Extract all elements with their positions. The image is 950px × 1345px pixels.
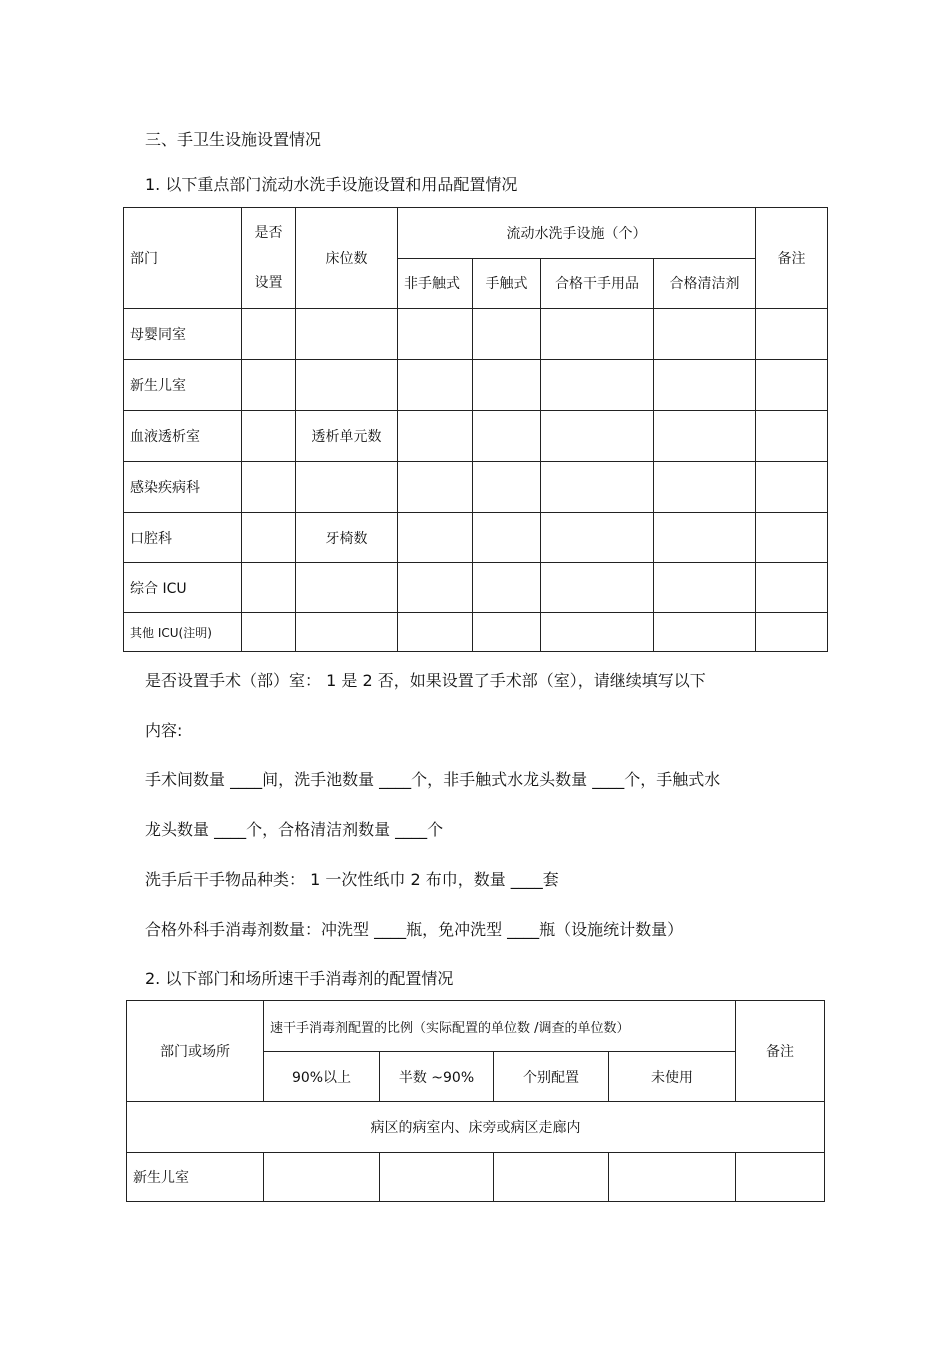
header-beds: 床位数 xyxy=(296,208,398,309)
row-beds[interactable] xyxy=(296,360,398,411)
item1-title: 1. 以下重点部门流动水洗手设施设置和用品配置情况 xyxy=(145,175,518,194)
item2-title: 2. 以下部门和场所速干手消毒剂的配置情况 xyxy=(145,969,454,988)
header-remark: 备注 xyxy=(736,1001,825,1102)
cell-input[interactable] xyxy=(242,462,296,513)
cell-input[interactable] xyxy=(494,1153,609,1202)
cell-input[interactable] xyxy=(473,613,541,652)
cell-input[interactable] xyxy=(473,360,541,411)
para4: 合格外科手消毒剂数量：冲洗型 ____瓶，免冲洗型 ____瓶（设施统计数量） xyxy=(145,920,684,939)
table-row xyxy=(127,1153,825,1202)
cell-input[interactable] xyxy=(398,360,473,411)
cell-input[interactable] xyxy=(473,309,541,360)
cell-input[interactable] xyxy=(264,1153,380,1202)
header-some: 个别配置 xyxy=(494,1052,609,1102)
cell-input[interactable] xyxy=(654,411,756,462)
header-over90: 90%以上 xyxy=(264,1052,380,1102)
header-cleaner: 合格清洁剂 xyxy=(654,258,756,309)
row-dept: 其他 ICU(注明) xyxy=(124,613,242,652)
row-dept: 血液透析室 xyxy=(124,411,242,462)
header-remark: 备注 xyxy=(756,208,828,309)
cell-input[interactable] xyxy=(541,563,654,613)
table-handwash-facilities xyxy=(123,207,828,652)
cell-input[interactable] xyxy=(473,513,541,563)
cell-input[interactable] xyxy=(654,360,756,411)
cell-input[interactable] xyxy=(541,613,654,652)
header-ratio: 速干手消毒剂配置的比例（实际配置的单位数 /调查的单位数） xyxy=(264,1001,736,1052)
cell-input[interactable] xyxy=(380,1153,494,1202)
row-dept: 新生儿室 xyxy=(124,360,242,411)
row-dept: 综合 ICU xyxy=(124,563,242,613)
para1-line2: 内容: xyxy=(145,721,183,740)
cell-input[interactable] xyxy=(541,309,654,360)
header-set-line2: 设置 xyxy=(254,275,283,291)
table-row xyxy=(124,462,828,513)
cell-input[interactable] xyxy=(756,563,828,613)
header-dept: 部门 xyxy=(124,208,242,309)
para1-line1: 是否设置手术（部）室： 1 是 2 否，如果设置了手术部（室），请继续填写以下 xyxy=(145,671,706,690)
cell-input[interactable] xyxy=(654,309,756,360)
row-beds[interactable]: 牙椅数 xyxy=(296,513,398,563)
header-group: 流动水洗手设施（个） xyxy=(398,208,756,259)
cell-input[interactable] xyxy=(242,613,296,652)
row-beds[interactable]: 透析单元数 xyxy=(296,411,398,462)
cell-input[interactable] xyxy=(756,360,828,411)
table-row xyxy=(124,309,828,360)
cell-input[interactable] xyxy=(756,309,828,360)
header-nontouch: 非手触式 xyxy=(398,258,473,309)
row-dept: 母婴同室 xyxy=(124,309,242,360)
cell-input[interactable] xyxy=(756,411,828,462)
cell-input[interactable] xyxy=(398,309,473,360)
table-row xyxy=(124,563,828,613)
cell-input[interactable] xyxy=(398,411,473,462)
cell-input[interactable] xyxy=(736,1153,825,1202)
cell-input[interactable] xyxy=(654,462,756,513)
cell-input[interactable] xyxy=(242,563,296,613)
cell-input[interactable] xyxy=(541,513,654,563)
cell-input[interactable] xyxy=(756,513,828,563)
cell-input[interactable] xyxy=(541,411,654,462)
cell-input[interactable] xyxy=(654,613,756,652)
table-row xyxy=(124,360,828,411)
row-dept: 口腔科 xyxy=(124,513,242,563)
para2-line1: 手术间数量 ____间，洗手池数量 ____个，非手触式水龙头数量 ____个，手触式水 xyxy=(145,770,721,789)
section-title: 三、手卫生设施设置情况 xyxy=(145,130,322,149)
row-dept: 感染疾病科 xyxy=(124,462,242,513)
header-half-90: 半数 ~90% xyxy=(380,1052,494,1102)
row-dept: 新生儿室 xyxy=(127,1153,264,1202)
cell-input[interactable] xyxy=(398,462,473,513)
para3: 洗手后干手物品种类： 1 一次性纸巾 2 布巾，数量 ____套 xyxy=(145,870,559,889)
cell-input[interactable] xyxy=(473,411,541,462)
cell-input[interactable] xyxy=(242,309,296,360)
section-row-ward: 病区的病室内、床旁或病区走廊内 xyxy=(127,1102,825,1153)
cell-input[interactable] xyxy=(473,563,541,613)
row-beds[interactable] xyxy=(296,309,398,360)
cell-input[interactable] xyxy=(473,462,541,513)
header-unused: 未使用 xyxy=(609,1052,736,1102)
header-touch: 手触式 xyxy=(473,258,541,309)
header-dept-place: 部门或场所 xyxy=(127,1001,264,1102)
cell-input[interactable] xyxy=(398,513,473,563)
cell-input[interactable] xyxy=(398,563,473,613)
table-hand-sanitizer xyxy=(126,1000,825,1202)
cell-input[interactable] xyxy=(242,360,296,411)
cell-input[interactable] xyxy=(756,613,828,652)
cell-input[interactable] xyxy=(541,462,654,513)
cell-input[interactable] xyxy=(242,513,296,563)
table-row xyxy=(124,513,828,563)
cell-input[interactable] xyxy=(398,613,473,652)
row-beds[interactable] xyxy=(296,563,398,613)
header-set xyxy=(242,208,296,309)
table-row xyxy=(124,411,828,462)
row-beds[interactable] xyxy=(296,462,398,513)
cell-input[interactable] xyxy=(242,411,296,462)
cell-input[interactable] xyxy=(756,462,828,513)
row-beds[interactable] xyxy=(296,613,398,652)
cell-input[interactable] xyxy=(654,563,756,613)
cell-input[interactable] xyxy=(541,360,654,411)
header-set-line1: 是否 xyxy=(254,225,283,241)
table-row xyxy=(124,613,828,652)
header-dry: 合格干手用品 xyxy=(541,258,654,309)
cell-input[interactable] xyxy=(609,1153,736,1202)
cell-input[interactable] xyxy=(654,513,756,563)
para2-line2: 龙头数量 ____个，合格清洁剂数量 ____个 xyxy=(145,820,444,839)
